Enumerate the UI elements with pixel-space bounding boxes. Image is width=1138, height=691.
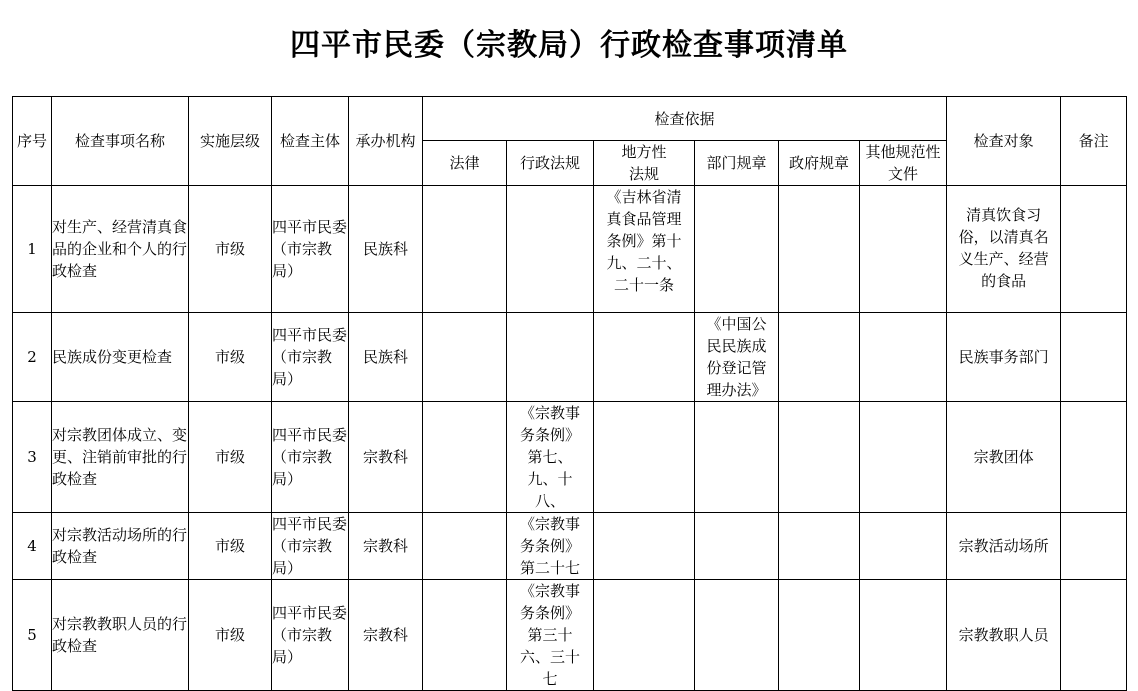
header-law: 法律 (423, 141, 507, 186)
cell-subject: 四平市民委（市宗教局） (272, 402, 349, 513)
cell-other-doc (860, 513, 947, 580)
header-agency: 承办机构 (349, 97, 423, 186)
cell-dept-rule (695, 402, 779, 513)
page-title: 四平市民委（宗教局）行政检查事项清单 (290, 28, 848, 63)
cell-level: 市级 (189, 186, 272, 313)
cell-other-doc (860, 580, 947, 691)
cell-item-name: 对宗教教职人员的行政检查 (52, 580, 189, 691)
header-level: 实施层级 (189, 97, 272, 186)
cell-law (423, 313, 507, 402)
table-row (13, 580, 1127, 691)
cell-local-reg: 《吉林省清真食品管理条例》第十九、二十、二十一条 (594, 186, 695, 313)
header-row-1 (13, 97, 1127, 141)
cell-agency: 民族科 (349, 313, 423, 402)
table-row (13, 402, 1127, 513)
cell-dept-rule: 《中国公民民族成份登记管理办法》 (695, 313, 779, 402)
cell-level: 市级 (189, 513, 272, 580)
cell-agency: 宗教科 (349, 513, 423, 580)
cell-seq: 2 (13, 313, 52, 402)
cell-subject: 四平市民委（市宗教局） (272, 580, 349, 691)
header-seq: 序号 (13, 97, 52, 186)
table-row (13, 186, 1127, 313)
cell-gov-rule (779, 580, 860, 691)
cell-seq: 4 (13, 513, 52, 580)
cell-other-doc (860, 313, 947, 402)
cell-target: 民族事务部门 (947, 313, 1061, 402)
cell-law (423, 186, 507, 313)
cell-gov-rule (779, 186, 860, 313)
cell-dept-rule (695, 186, 779, 313)
cell-admin-reg: 《宗教事务条例》第三十六、三十七 (507, 580, 594, 691)
cell-remark (1061, 186, 1127, 313)
inspection-table (12, 96, 1127, 691)
cell-item-name: 对宗教团体成立、变更、注销前审批的行政检查 (52, 402, 189, 513)
cell-gov-rule (779, 313, 860, 402)
cell-law (423, 580, 507, 691)
table-row (13, 513, 1127, 580)
header-basis: 检查依据 (423, 97, 947, 141)
cell-seq: 3 (13, 402, 52, 513)
cell-remark (1061, 513, 1127, 580)
cell-dept-rule (695, 580, 779, 691)
cell-item-name: 对生产、经营清真食品的企业和个人的行政检查 (52, 186, 189, 313)
header-target: 检查对象 (947, 97, 1061, 186)
cell-agency: 宗教科 (349, 580, 423, 691)
cell-target: 宗教活动场所 (947, 513, 1061, 580)
cell-level: 市级 (189, 313, 272, 402)
cell-seq: 1 (13, 186, 52, 313)
cell-agency: 民族科 (349, 186, 423, 313)
cell-remark (1061, 313, 1127, 402)
cell-item-name: 对宗教活动场所的行政检查 (52, 513, 189, 580)
cell-admin-reg: 《宗教事务条例》第七、九、十八、 (507, 402, 594, 513)
cell-admin-reg (507, 186, 594, 313)
header-dept-rule: 部门规章 (695, 141, 779, 186)
cell-subject: 四平市民委（市宗教局） (272, 513, 349, 580)
cell-gov-rule (779, 402, 860, 513)
cell-subject: 四平市民委（市宗教局） (272, 313, 349, 402)
cell-other-doc (860, 402, 947, 513)
cell-other-doc (860, 186, 947, 313)
cell-remark (1061, 402, 1127, 513)
cell-gov-rule (779, 513, 860, 580)
header-subject: 检查主体 (272, 97, 349, 186)
cell-item-name: 民族成份变更检查 (52, 313, 189, 402)
header-admin-reg: 行政法规 (507, 141, 594, 186)
cell-target: 宗教团体 (947, 402, 1061, 513)
cell-subject: 四平市民委（市宗教局） (272, 186, 349, 313)
cell-level: 市级 (189, 402, 272, 513)
cell-remark (1061, 580, 1127, 691)
cell-local-reg (594, 402, 695, 513)
cell-local-reg (594, 313, 695, 402)
cell-local-reg (594, 580, 695, 691)
cell-target: 清真饮食习俗，以清真名义生产、经营的食品 (947, 186, 1061, 313)
cell-admin-reg: 《宗教事务条例》第二十七 (507, 513, 594, 580)
cell-level: 市级 (189, 580, 272, 691)
cell-law (423, 513, 507, 580)
header-other-doc: 其他规范性文件 (860, 141, 947, 186)
cell-target: 宗教教职人员 (947, 580, 1061, 691)
header-remark: 备注 (1061, 97, 1127, 186)
header-item-name: 检查事项名称 (52, 97, 189, 186)
table-row (13, 313, 1127, 402)
cell-agency: 宗教科 (349, 402, 423, 513)
cell-dept-rule (695, 513, 779, 580)
cell-law (423, 402, 507, 513)
cell-local-reg (594, 513, 695, 580)
cell-admin-reg (507, 313, 594, 402)
cell-seq: 5 (13, 580, 52, 691)
header-local-reg: 地方性法规 (594, 141, 695, 186)
header-gov-rule: 政府规章 (779, 141, 860, 186)
